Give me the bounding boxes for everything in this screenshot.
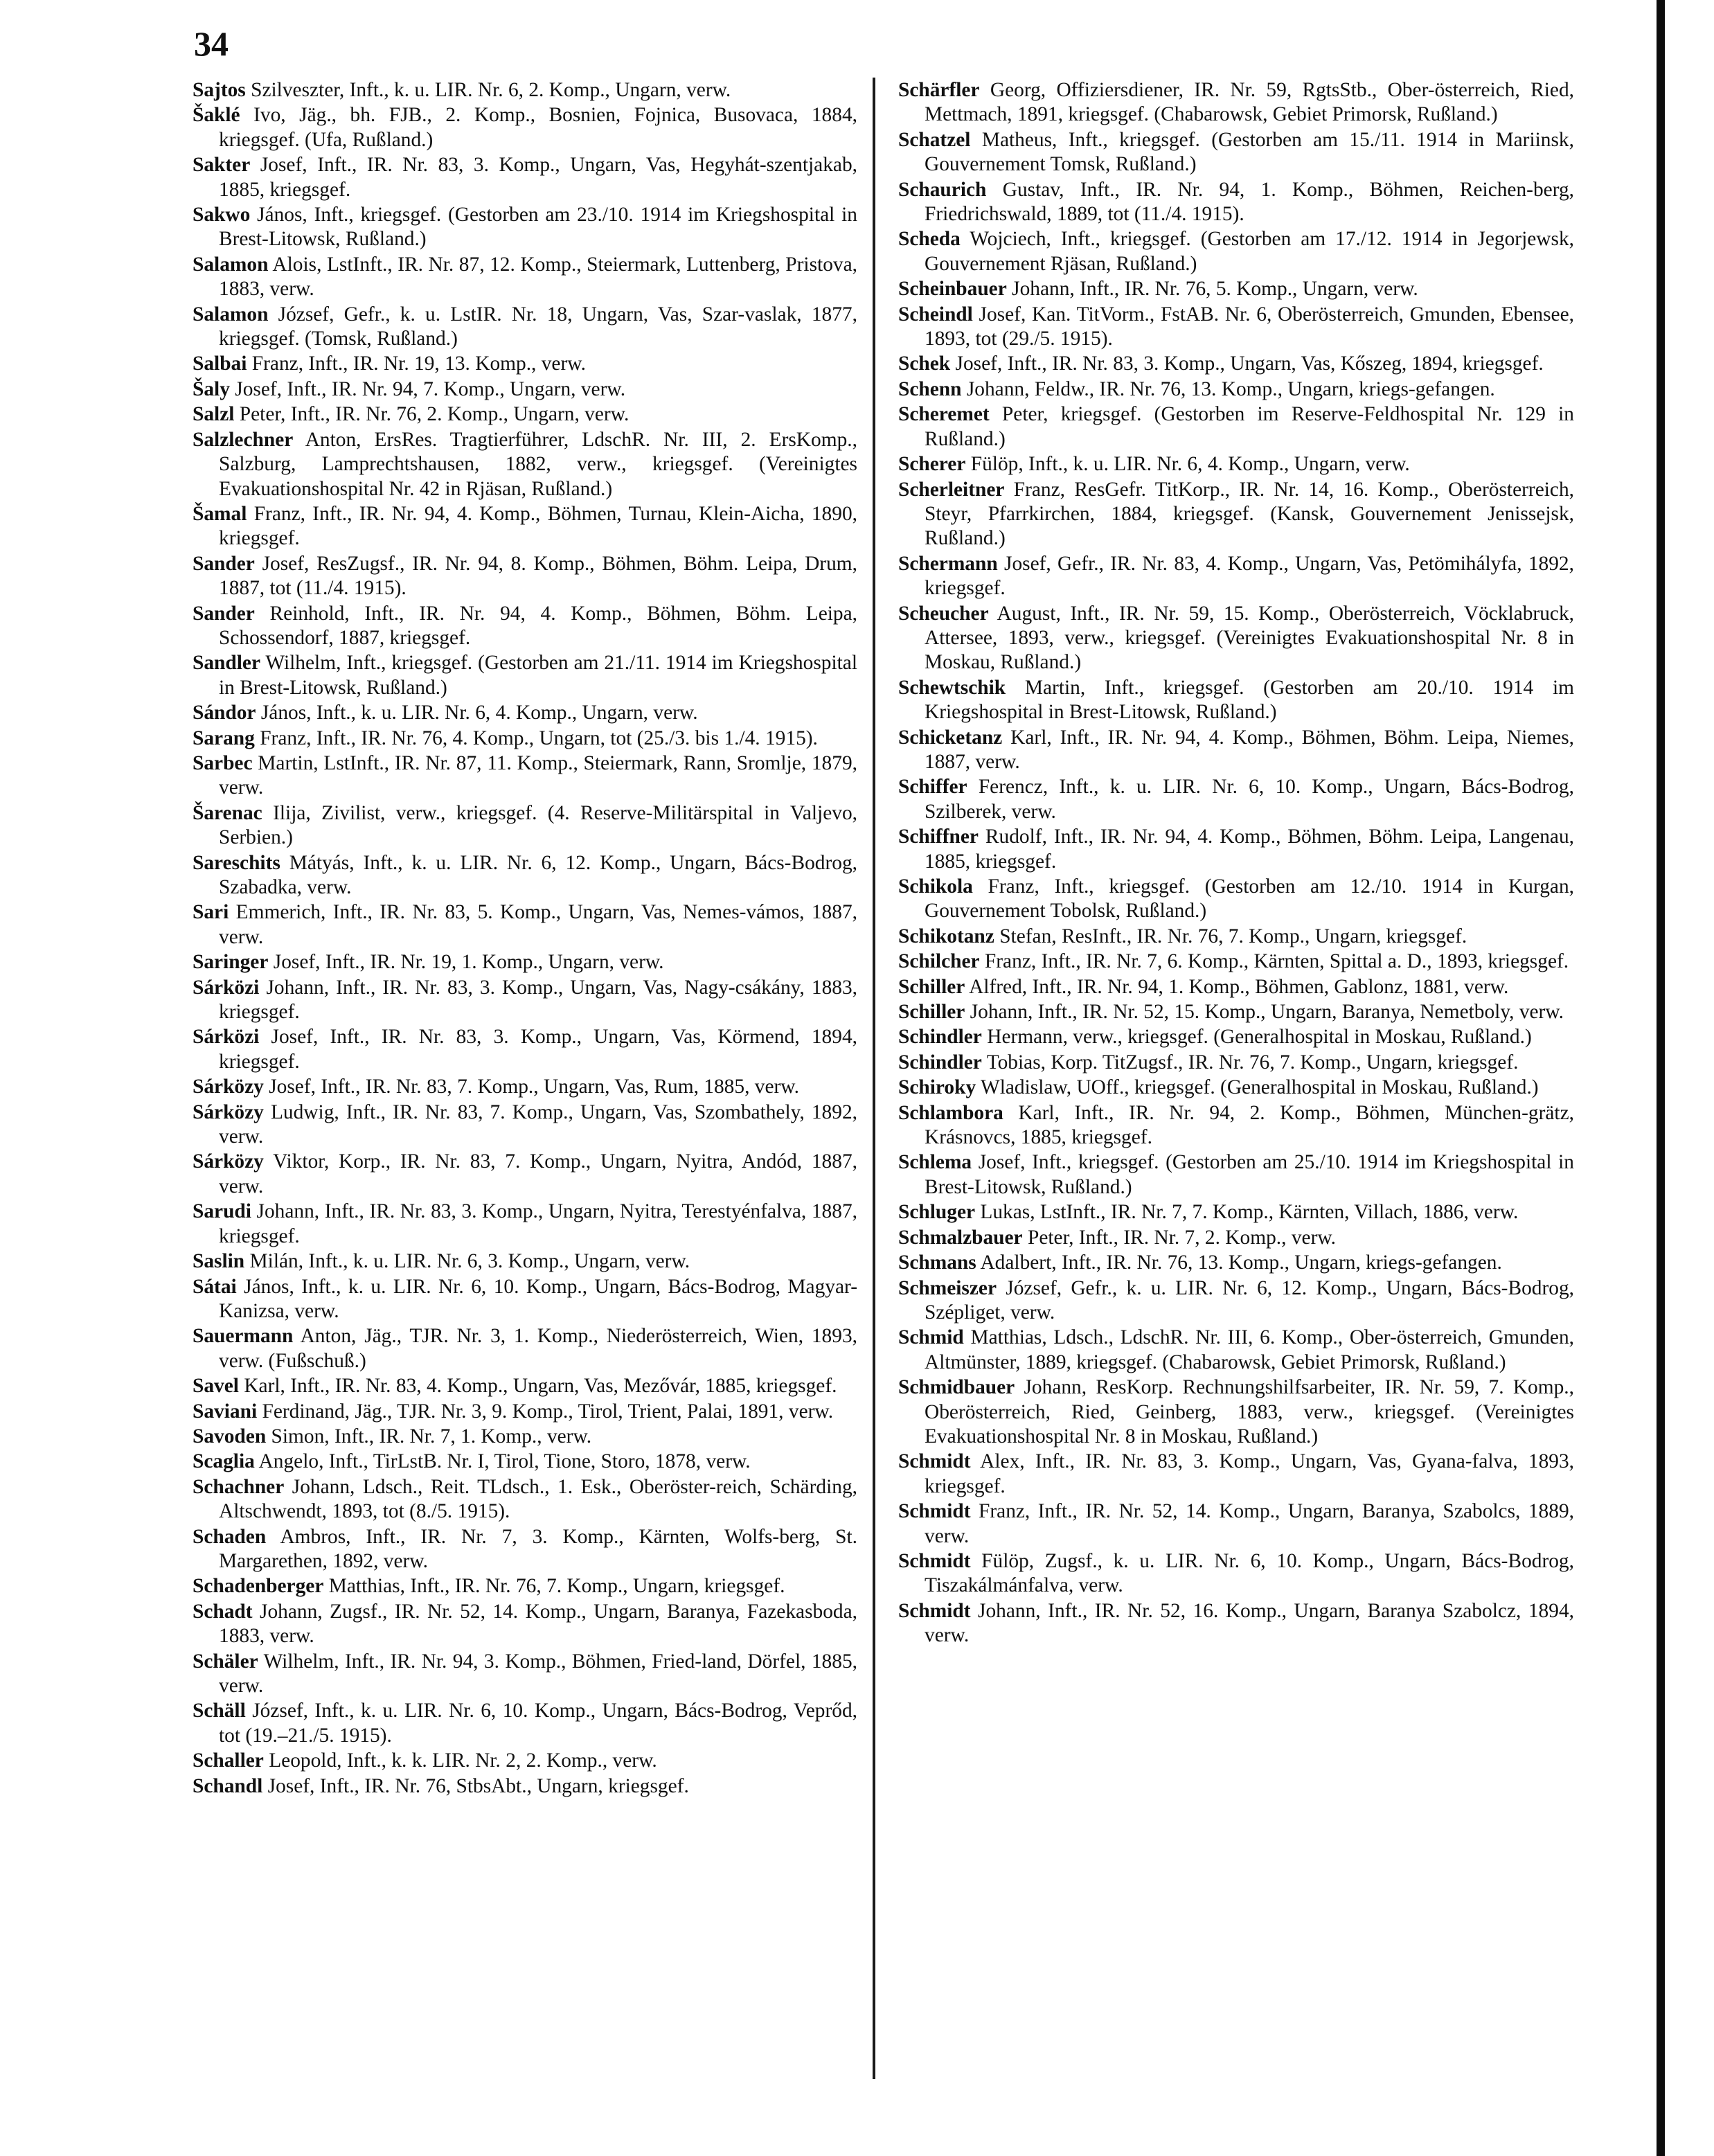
entry-details: János, Inft., kriegsgef. (Gestorben am 23./10. 1914 im Kriegshospital in Brest-Litowsk, Rußland.) <box>219 204 857 251</box>
entry-surname: Salamon <box>193 253 269 276</box>
entry-surname: Schikola <box>898 875 973 898</box>
register-entry <box>193 402 857 427</box>
entry-details: Anton, ErsRes. Tragtierführer, LdschR. Nr. III, 2. ErsKomp., Salzburg, Lamprechtshausen, 1882, verw., kriegsgef. (Vereinigtes Evakuationshospital Nr. 42 in Rjäsan, Rußland.) <box>219 428 857 500</box>
register-entry <box>193 1749 857 1773</box>
entry-surname: Salamon <box>193 303 269 326</box>
entry-surname: Schlema <box>898 1151 972 1174</box>
register-entry <box>193 153 857 202</box>
register-entry <box>193 1249 857 1274</box>
register-entry <box>898 552 1574 601</box>
entry-details: Josef, Inft., IR. Nr. 19, 1. Komp., Ungarn, verw. <box>273 951 664 974</box>
entry-surname: Sander <box>193 602 255 625</box>
entry-details: Matthias, Ldsch., LdschR. Nr. III, 6. Komp., Ober-österreich, Gmunden, Altmünster, 1889, kriegsgef. (Chabarowsk, Gebiet Primorsk, Rußland.) <box>925 1326 1574 1373</box>
entry-details: Viktor, Korp., IR. Nr. 83, 7. Komp., Ungarn, Nyitra, Andód, 1887, verw. <box>219 1150 857 1197</box>
entry-details: Franz, Inft., IR. Nr. 7, 6. Komp., Kärnten, Spittal a. D., 1893, kriegsgef. <box>984 950 1569 973</box>
entry-details: Peter, Inft., IR. Nr. 7, 2. Komp., verw. <box>1027 1226 1337 1249</box>
entry-details: Franz, Inft., IR. Nr. 19, 13. Komp., verw. <box>251 353 586 375</box>
entry-details: Franz, Inft., IR. Nr. 94, 4. Komp., Böhmen, Turnau, Klein-Aicha, 1890, kriegsgef. <box>219 502 857 550</box>
entry-surname: Schiffer <box>898 776 967 799</box>
entry-details: Stefan, ResInft., IR. Nr. 76, 7. Komp., Ungarn, kriegsgef. <box>999 925 1467 947</box>
entry-details: Franz, Inft., IR. Nr. 76, 4. Komp., Ungarn, tot (25./3. bis 1./4. 1915). <box>260 727 818 749</box>
entry-surname: Schaurich <box>898 178 987 201</box>
entry-surname: Schmalzbauer <box>898 1226 1023 1249</box>
register-entry <box>193 651 857 700</box>
entry-details: Ferencz, Inft., k. u. LIR. Nr. 6, 10. Komp., Ungarn, Bács-Bodrog, Szilberek, verw. <box>925 776 1574 823</box>
entry-surname: Sajtos <box>193 79 246 101</box>
entry-details: Simon, Inft., IR. Nr. 7, 1. Komp., verw. <box>271 1425 592 1447</box>
entry-details: Reinhold, Inft., IR. Nr. 94, 4. Komp., Böhmen, Böhm. Leipa, Schossendorf, 1887, kriegsgef. <box>219 602 857 649</box>
entry-surname: Scheremet <box>898 403 990 426</box>
register-entry <box>898 377 1574 402</box>
entry-details: Rudolf, Inft., IR. Nr. 94, 4. Komp., Böhmen, Böhm. Leipa, Langenau, 1885, kriegsgef. <box>925 826 1574 873</box>
entry-details: Josef, Inft., IR. Nr. 83, 3. Komp., Ungarn, Vas, Körmend, 1894, kriegsgef. <box>219 1026 857 1073</box>
entry-surname: Sárközy <box>193 1076 264 1098</box>
entry-details: August, Inft., IR. Nr. 59, 15. Komp., Oberösterreich, Vöcklabruck, Attersee, 1893, verw., kriegsgef. (Vereinigtes Evakuationshospital Nr. 8 in Moskau, Rußland.) <box>925 602 1575 674</box>
entry-surname: Schindler <box>898 1026 982 1049</box>
entry-details: Fülöp, Inft., k. u. LIR. Nr. 6, 4. Komp., Ungarn, verw. <box>970 453 1410 476</box>
entry-details: Josef, Gefr., IR. Nr. 83, 4. Komp., Ungarn, Vas, Petömihályfa, 1892, kriegsgef. <box>925 552 1574 600</box>
register-entry <box>193 751 857 801</box>
register-entry <box>193 851 857 900</box>
entry-details: Josef, Inft., IR. Nr. 83, 7. Komp., Ungarn, Vas, Rum, 1885, verw. <box>269 1076 799 1098</box>
entry-surname: Šaly <box>193 377 230 400</box>
register-entry <box>193 900 857 950</box>
entry-surname: Šaklé <box>193 104 240 127</box>
entry-surname: Scheda <box>898 228 961 251</box>
register-entry <box>898 1025 1574 1049</box>
entry-surname: Sarbec <box>193 751 253 774</box>
entry-details: Tobias, Korp. TitZugsf., IR. Nr. 76, 7. Komp., Ungarn, kriegsgef. <box>986 1051 1519 1073</box>
register-entry <box>193 78 857 103</box>
register-entry <box>898 1226 1574 1250</box>
entry-details: Josef, Kan. TitVorm., FstAB. Nr. 6, Oberösterreich, Gmunden, Ebensee, 1893, tot (29./5. 1915). <box>925 303 1574 350</box>
register-entry <box>193 701 857 725</box>
entry-surname: Sarang <box>193 727 255 749</box>
register-entry <box>193 253 857 302</box>
register-entry <box>193 203 857 252</box>
register-entry <box>898 402 1574 452</box>
entry-surname: Sarudi <box>193 1200 251 1223</box>
register-entry <box>898 1000 1574 1024</box>
entry-details: Johann, Inft., IR. Nr. 76, 5. Komp., Ungarn, verw. <box>1012 278 1418 301</box>
register-entry <box>193 1400 857 1424</box>
entry-surname: Schlambora <box>898 1101 1003 1124</box>
entry-surname: Schindler <box>898 1051 982 1073</box>
entry-details: Lukas, LstInft., IR. Nr. 7, 7. Komp., Kärnten, Villach, 1886, verw. <box>980 1201 1519 1224</box>
register-entry <box>193 377 857 402</box>
register-entry <box>193 1774 857 1799</box>
entry-surname: Schäler <box>193 1650 258 1673</box>
entry-details: Franz, Inft., IR. Nr. 52, 14. Komp., Ungarn, Baranya, Szabolcs, 1889, verw. <box>925 1500 1574 1547</box>
register-entry <box>898 726 1574 775</box>
entry-details: Josef, Inft., IR. Nr. 83, 3. Komp., Ungarn, Vas, Kőszeg, 1894, kriegsgef. <box>955 353 1544 375</box>
register-entry <box>193 1200 857 1249</box>
entry-details: Peter, kriegsgef. (Gestorben im Reserve-Feldhospital Nr. 129 in Rußland.) <box>925 403 1574 450</box>
register-entry <box>898 1549 1574 1598</box>
entry-details: Adalbert, Inft., IR. Nr. 76, 13. Komp., Ungarn, kriegs-gefangen. <box>980 1251 1502 1274</box>
entry-surname: Saslin <box>193 1250 245 1273</box>
entry-surname: Schiffner <box>898 826 979 848</box>
register-entry <box>193 1150 857 1199</box>
register-entry <box>193 552 857 601</box>
register-entry <box>898 875 1574 924</box>
entry-surname: Sárközy <box>193 1150 264 1173</box>
entry-surname: Sareschits <box>193 851 280 874</box>
register-entry <box>898 1101 1574 1150</box>
register-entry <box>193 502 857 551</box>
entry-surname: Sakter <box>193 154 251 177</box>
entry-surname: Sari <box>193 901 229 924</box>
entry-details: József, Gefr., k. u. LIR. Nr. 6, 12. Komp., Ungarn, Bács-Bodrog, Szépliget, verw. <box>925 1276 1574 1324</box>
register-entry <box>898 352 1574 376</box>
entry-surname: Sakwo <box>193 204 251 226</box>
register-entry <box>898 277 1574 301</box>
register-entry <box>193 1075 857 1099</box>
left-column <box>193 78 857 1799</box>
entry-surname: Schiller <box>898 975 965 998</box>
entry-details: Martin, Inft., kriegsgef. (Gestorben am 20./10. 1914 im Kriegshospital in Brest-Litowsk, Rußland.) <box>925 676 1574 724</box>
entry-surname: Schmeiszer <box>898 1276 997 1299</box>
entry-details: Karl, Inft., IR. Nr. 94, 2. Komp., Böhmen, München-grätz, Krásnovcs, 1885, kriegsgef. <box>925 1101 1574 1149</box>
entry-surname: Scaglia <box>193 1450 255 1473</box>
entry-surname: Sárközi <box>193 976 260 999</box>
entry-surname: Scherer <box>898 453 966 476</box>
register-entry <box>898 825 1574 874</box>
entry-surname: Schikotanz <box>898 925 994 947</box>
entry-details: Angelo, Inft., TirLstB. Nr. I, Tirol, Tione, Storo, 1878, verw. <box>258 1450 751 1473</box>
entry-details: Ludwig, Inft., IR. Nr. 83, 7. Komp., Ungarn, Vas, Szombathely, 1892, verw. <box>219 1101 857 1148</box>
entry-details: Franz, Inft., kriegsgef. (Gestorben am 12./10. 1914 in Kurgan, Gouvernement Tobolsk, Rußland.) <box>925 875 1575 923</box>
entry-surname: Schmidt <box>898 1599 971 1622</box>
entry-details: József, Inft., k. u. LIR. Nr. 6, 10. Komp., Ungarn, Bács-Bodrog, Veprőd, tot (19.–21./5. 1915). <box>219 1700 857 1747</box>
entry-details: József, Gefr., k. u. LstIR. Nr. 18, Ungarn, Vas, Szar-vaslak, 1877, kriegsgef. (Tomsk, Rußland.) <box>219 303 857 350</box>
entry-surname: Sátai <box>193 1275 237 1298</box>
entry-surname: Saringer <box>193 951 269 974</box>
entry-details: Alois, LstInft., IR. Nr. 87, 12. Komp., Steiermark, Luttenberg, Pristova, 1883, verw. <box>219 253 857 301</box>
entry-surname: Sander <box>193 552 255 575</box>
entry-surname: Schmidt <box>898 1500 971 1523</box>
register-entry <box>193 976 857 1025</box>
entry-surname: Schewtschik <box>898 676 1006 699</box>
entry-surname: Saviani <box>193 1400 258 1423</box>
entry-details: Georg, Offiziersdiener, IR. Nr. 59, RgtsStb., Ober-österreich, Ried, Mettmach, 1891, kriegsgef. (Chabarowsk, Gebiet Primorsk, Rußland.) <box>925 79 1574 126</box>
entry-surname: Šamal <box>193 502 247 525</box>
entry-surname: Schiroky <box>898 1076 976 1099</box>
entry-details: Wilhelm, Inft., IR. Nr. 94, 3. Komp., Böhmen, Fried-land, Dörfel, 1885, verw. <box>219 1650 857 1697</box>
register-entry <box>898 1076 1574 1100</box>
register-entry <box>193 801 857 850</box>
entry-details: Milán, Inft., k. u. LIR. Nr. 6, 3. Komp., Ungarn, verw. <box>249 1250 690 1273</box>
register-entry <box>193 1574 857 1598</box>
entry-surname: Salzl <box>193 403 235 426</box>
entry-surname: Schäll <box>193 1700 246 1722</box>
page-number: 34 <box>194 24 229 63</box>
entry-surname: Schadt <box>193 1600 253 1623</box>
register-entry <box>193 1324 857 1373</box>
register-entry <box>898 1150 1574 1200</box>
entry-details: Johann, Inft., IR. Nr. 83, 3. Komp., Ungarn, Vas, Nagy-csákány, 1883, kriegsgef. <box>219 976 858 1024</box>
entry-surname: Schilcher <box>898 950 980 973</box>
entry-surname: Scheindl <box>898 303 973 326</box>
register-entry <box>898 178 1574 227</box>
entry-details: Emmerich, Inft., IR. Nr. 83, 5. Komp., Ungarn, Vas, Nemes-vámos, 1887, verw. <box>219 901 857 948</box>
entry-details: Szilveszter, Inft., k. u. LIR. Nr. 6, 2. Komp., Ungarn, verw. <box>251 79 731 101</box>
entry-surname: Schmidt <box>898 1450 971 1473</box>
register-entry <box>898 1051 1574 1075</box>
register-entry <box>898 676 1574 725</box>
entry-details: Ambros, Inft., IR. Nr. 7, 3. Komp., Kärnten, Wolfs-berg, St. Margarethen, 1892, verw. <box>219 1525 857 1572</box>
entry-details: Wojciech, Inft., kriegsgef. (Gestorben am 17./12. 1914 in Jegorjewsk, Gouvernement Rjäsan, Rußland.) <box>925 228 1574 275</box>
entry-surname: Schärfler <box>898 79 980 101</box>
entry-surname: Schandl <box>193 1774 263 1797</box>
entry-surname: Schatzel <box>898 128 971 151</box>
register-entry <box>898 602 1574 675</box>
register-entry <box>898 227 1574 276</box>
column-divider <box>873 78 875 2079</box>
entry-details: Fülöp, Zugsf., k. u. LIR. Nr. 6, 10. Komp., Ungarn, Bács-Bodrog, Tiszakálmánfalva, verw. <box>925 1549 1574 1597</box>
register-entry <box>193 1600 857 1649</box>
entry-details: Johann, Zugsf., IR. Nr. 52, 14. Komp., Ungarn, Baranya, Fazekasboda, 1883, verw. <box>219 1600 857 1648</box>
entry-details: Anton, Jäg., TJR. Nr. 3, 1. Komp., Niederösterreich, Wien, 1893, verw. (Fußschuß.) <box>219 1325 857 1372</box>
entry-details: János, Inft., k. u. LIR. Nr. 6, 4. Komp., Ungarn, verw. <box>260 702 698 724</box>
entry-details: Ivo, Jäg., bh. FJB., 2. Komp., Bosnien, Fojnica, Busovaca, 1884, kriegsgef. (Ufa, Rußland.) <box>219 104 857 151</box>
register-entry <box>898 1499 1574 1549</box>
register-entry <box>193 1025 857 1074</box>
register-entry <box>193 1275 857 1324</box>
entry-details: Johann, Inft., IR. Nr. 83, 3. Komp., Ungarn, Nyitra, Terestyénfalva, 1887, kriegsgef. <box>219 1200 857 1247</box>
register-entry <box>898 128 1574 177</box>
entry-details: Martin, LstInft., IR. Nr. 87, 11. Komp., Steiermark, Rann, Sromlje, 1879, verw. <box>219 751 857 799</box>
register-entry <box>898 1276 1574 1326</box>
entry-surname: Schmidt <box>898 1549 971 1572</box>
entry-surname: Schicketanz <box>898 726 1003 749</box>
page-edge-shadow <box>1657 0 1665 2156</box>
entry-surname: Schiller <box>898 1001 965 1024</box>
entry-surname: Schek <box>898 353 951 375</box>
entry-details: Hermann, verw., kriegsgef. (Generalhospital in Moskau, Rußland.) <box>987 1026 1532 1049</box>
entry-surname: Sárközy <box>193 1101 264 1123</box>
entry-surname: Salbai <box>193 353 247 375</box>
entry-surname: Sárközi <box>193 1026 260 1049</box>
entry-details: Johann, ResKorp. Rechnungshilfsarbeiter, IR. Nr. 59, 7. Komp., Oberösterreich, Ried, Geinberg, 1883, verw., kriegsgef. (Vereinigtes Evakuationshospital Nr. 8 in Moskau, Rußland.) <box>925 1376 1574 1447</box>
register-entry <box>898 950 1574 974</box>
entry-surname: Schmans <box>898 1251 976 1274</box>
entry-details: Johann, Feldw., IR. Nr. 76, 13. Komp., Ungarn, kriegs-gefangen. <box>966 377 1495 400</box>
entry-surname: Schadenberger <box>193 1575 324 1598</box>
entry-surname: Salzlechner <box>193 428 294 451</box>
entry-details: Ilija, Zivilist, verw., kriegsgef. (4. Reserve-Militärspital in Valjevo, Serbien.) <box>219 801 857 849</box>
entry-details: Ferdinand, Jäg., TJR. Nr. 3, 9. Komp., Tirol, Trient, Palai, 1891, verw. <box>262 1400 834 1423</box>
register-entry <box>898 1200 1574 1224</box>
entry-surname: Scheucher <box>898 602 989 625</box>
entry-details: Wilhelm, Inft., kriegsgef. (Gestorben am 21./11. 1914 im Kriegshospital in Brest-Litowsk, Rußland.) <box>219 652 857 699</box>
entry-details: Peter, Inft., IR. Nr. 76, 2. Komp., Ungarn, verw. <box>239 403 630 426</box>
entry-surname: Sandler <box>193 652 260 675</box>
register-entry <box>193 1699 857 1748</box>
entry-details: Johann, Ldsch., Reit. TLdsch., 1. Esk., Oberöster-reich, Schärding, Altschwendt, 1893, tot (8./5. 1915). <box>219 1475 857 1523</box>
register-entry <box>898 303 1574 352</box>
entry-details: Alex, Inft., IR. Nr. 83, 3. Komp., Ungarn, Vas, Gyana-falva, 1893, kriegsgef. <box>925 1450 1574 1497</box>
register-entry <box>193 1450 857 1474</box>
register-entry <box>193 303 857 352</box>
register-entry <box>193 950 857 974</box>
entry-details: Josef, Inft., IR. Nr. 76, StbsAbt., Ungarn, kriegsgef. <box>267 1774 689 1797</box>
entry-details: Johann, Inft., IR. Nr. 52, 15. Komp., Ungarn, Baranya, Nemetboly, verw. <box>970 1001 1564 1024</box>
right-column <box>898 78 1574 1649</box>
entry-surname: Schluger <box>898 1201 976 1224</box>
entry-surname: Sauermann <box>193 1325 294 1348</box>
entry-surname: Scheinbauer <box>898 278 1007 301</box>
register-entry <box>193 352 857 376</box>
entry-details: Alfred, Inft., IR. Nr. 94, 1. Komp., Böhmen, Gablonz, 1881, verw. <box>969 975 1509 998</box>
entry-surname: Savoden <box>193 1425 267 1447</box>
entry-details: Josef, Inft., IR. Nr. 94, 7. Komp., Ungarn, verw. <box>235 377 626 400</box>
entry-details: Matheus, Inft., kriegsgef. (Gestorben am 15./11. 1914 in Mariinsk, Gouvernement Tomsk, Rußland.) <box>925 128 1574 176</box>
entry-surname: Schmid <box>898 1326 964 1349</box>
register-entry <box>898 1326 1574 1375</box>
register-entry <box>193 103 857 152</box>
entry-details: Johann, Inft., IR. Nr. 52, 16. Komp., Ungarn, Baranya Szabolcz, 1894, verw. <box>925 1599 1574 1647</box>
entry-details: Karl, Inft., IR. Nr. 94, 4. Komp., Böhmen, Böhm. Leipa, Niemes, 1887, verw. <box>925 726 1574 773</box>
register-entry <box>193 1475 857 1524</box>
register-entry <box>193 1525 857 1574</box>
entry-details: János, Inft., k. u. LIR. Nr. 6, 10. Komp., Ungarn, Bács-Bodrog, Magyar-Kanizsa, verw. <box>219 1275 857 1322</box>
entry-details: Mátyás, Inft., k. u. LIR. Nr. 6, 12. Komp., Ungarn, Bács-Bodrog, Szabadka, verw. <box>219 851 857 898</box>
register-entry <box>898 975 1574 999</box>
entry-surname: Sándor <box>193 702 256 724</box>
entry-details: Leopold, Inft., k. k. LIR. Nr. 2, 2. Komp., verw. <box>269 1749 657 1772</box>
register-entry <box>898 1450 1574 1499</box>
entry-details: Josef, ResZugsf., IR. Nr. 94, 8. Komp., Böhmen, Böhm. Leipa, Drum, 1887, tot (11./4. 1915). <box>219 552 857 600</box>
entry-surname: Schaden <box>193 1525 267 1548</box>
entry-details: Franz, ResGefr. TitKorp., IR. Nr. 14, 16. Komp., Oberösterreich, Steyr, Pfarrkirchen, 1884, kriegsgef. (Kansk, Gouvernement Jenissejsk, Rußland.) <box>925 478 1574 550</box>
register-entry <box>898 1251 1574 1275</box>
entry-surname: Scherleitner <box>898 478 1005 501</box>
register-entry <box>898 452 1574 476</box>
register-entry <box>193 1425 857 1449</box>
entry-surname: Šarenac <box>193 801 262 824</box>
register-entry <box>898 925 1574 949</box>
entry-surname: Schermann <box>898 552 998 575</box>
entry-details: Gustav, Inft., IR. Nr. 94, 1. Komp., Böhmen, Reichen-berg, Friedrichswald, 1889, tot (11./4. 1915). <box>925 178 1574 226</box>
entry-details: Wladislaw, UOff., kriegsgef. (Generalhospital in Moskau, Rußland.) <box>980 1076 1539 1099</box>
register-entry <box>193 1374 857 1398</box>
entry-surname: Schachner <box>193 1475 285 1498</box>
entry-details: Karl, Inft., IR. Nr. 83, 4. Komp., Ungarn, Vas, Mezővár, 1885, kriegsgef. <box>244 1375 837 1398</box>
entry-details: Matthias, Inft., IR. Nr. 76, 7. Komp., Ungarn, kriegsgef. <box>328 1575 785 1598</box>
register-entry <box>898 775 1574 824</box>
register-entry <box>898 1375 1574 1449</box>
entry-surname: Savel <box>193 1375 239 1398</box>
register-entry <box>193 1101 857 1150</box>
register-entry <box>898 1599 1574 1648</box>
entry-surname: Schaller <box>193 1749 264 1772</box>
register-entry <box>898 478 1574 551</box>
register-entry <box>898 78 1574 127</box>
entry-surname: Schmidbauer <box>898 1376 1015 1399</box>
entry-surname: Schenn <box>898 377 962 400</box>
entry-details: Josef, Inft., IR. Nr. 83, 3. Komp., Ungarn, Vas, Hegyhát-szentjakab, 1885, kriegsgef. <box>219 154 857 201</box>
register-entry <box>193 428 857 501</box>
entry-details: Josef, Inft., kriegsgef. (Gestorben am 25./10. 1914 im Kriegshospital in Brest-Litowsk, Rußland.) <box>925 1151 1574 1198</box>
register-entry <box>193 1650 857 1699</box>
register-entry <box>193 727 857 751</box>
register-entry <box>193 602 857 651</box>
